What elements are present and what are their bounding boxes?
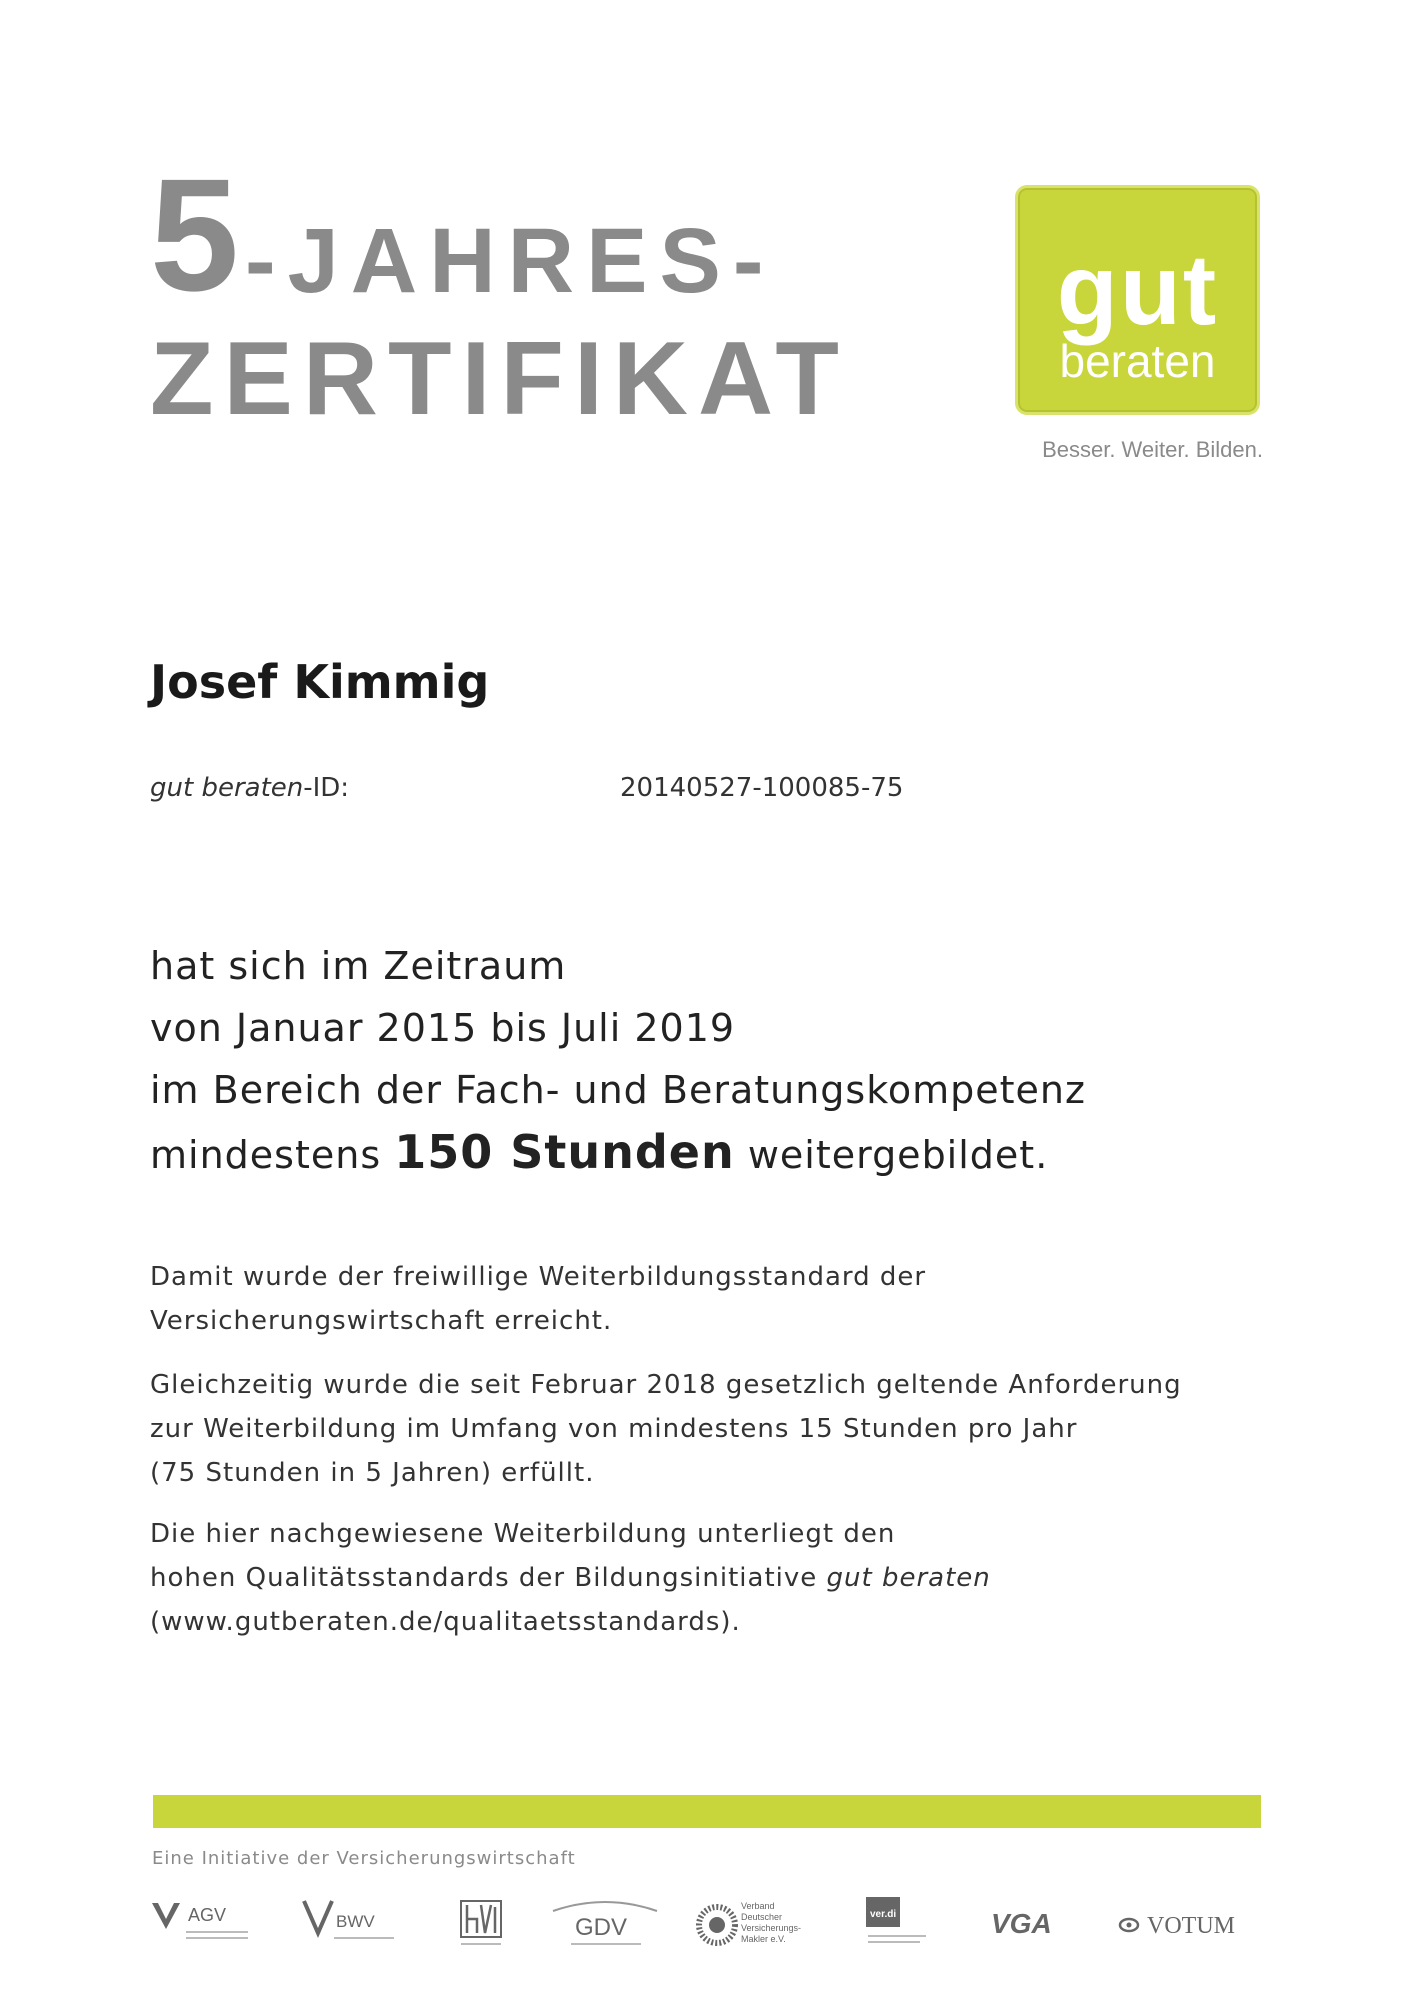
initiative-label: Eine Initiative der Versicherungswirtschaft [152, 1848, 576, 1869]
p3-line-2 [150, 1556, 991, 1600]
partner-logos [150, 1890, 1265, 1965]
agv-logo [150, 1890, 265, 1960]
footer-accent-bar [153, 1795, 1261, 1828]
gdv-text: GDV [575, 1914, 628, 1941]
gdv-logo [545, 1890, 665, 1960]
p3-line-2-prefix: hohen Qualitätsstandards der Bildungsinitiative [150, 1563, 827, 1593]
statement-hours: 150 Stunden [394, 1125, 735, 1179]
p1-line-1: Damit wurde der freiwillige Weiterbildungsstandard der [150, 1262, 927, 1292]
statement-line-3: im Bereich der Fach- und Beratungskompetenz [150, 1068, 1086, 1112]
id-label-suffix: -ID: [303, 773, 350, 803]
p2-line-2: zur Weiterbildung im Umfang von mindestens 15 Stunden pro Jahr [150, 1414, 1078, 1444]
vdvm-text-3: Versicherungs- [741, 1923, 802, 1933]
id-label [150, 773, 349, 803]
logo-tagline: Besser. Weiter. Bilden. [1042, 437, 1263, 462]
verdi-logo [860, 1890, 940, 1960]
certificate-title [150, 145, 849, 437]
verdi-text: ver.di [870, 1909, 897, 1920]
agv-mark-icon [150, 1895, 265, 1955]
p3-line-3: (www.gutberaten.de/qualitaetsstandards). [150, 1607, 741, 1637]
vga-text: VGA [991, 1908, 1052, 1939]
statement-line-1: hat sich im Zeitraum [150, 944, 567, 988]
paragraph-legal-requirement [150, 1363, 1182, 1495]
verdi-mark-icon [860, 1893, 940, 1957]
gdv-mark-icon [545, 1895, 665, 1955]
title-jahres: -JAHRES- [244, 210, 776, 312]
logo-word-gut: gut [1056, 234, 1219, 346]
id-label-brand: gut beraten [150, 773, 304, 803]
vdvm-text-2: Deutscher [741, 1912, 783, 1922]
statement-line-2: von Januar 2015 bis Juli 2019 [150, 1006, 736, 1050]
votum-text: VOTUM [1147, 1913, 1235, 1939]
recipient-name: Josef Kimmig [150, 655, 490, 709]
bvk-mark-icon [455, 1895, 515, 1955]
vdvm-logo [695, 1890, 825, 1960]
vdvm-text-4: Makler e.V. [741, 1934, 786, 1944]
title-line-1 [150, 145, 849, 324]
vdvm-mark-icon [695, 1893, 825, 1957]
statement-line-4-suffix: weitergebildet. [734, 1133, 1049, 1177]
bwv-logo [300, 1890, 410, 1960]
agv-text: AGV [188, 1905, 227, 1925]
vdvm-text-1: Verband [741, 1901, 775, 1911]
title-number: 5 [150, 145, 239, 324]
logo-word-beraten: beraten [1059, 335, 1216, 387]
votum-logo [1115, 1890, 1260, 1960]
id-value: 20140527-100085-75 [620, 773, 904, 803]
p2-line-1: Gleichzeitig wurde die seit Februar 2018 gesetzlich geltende Anforderung [150, 1370, 1182, 1400]
bvk-logo [455, 1890, 515, 1960]
bwv-mark-icon [300, 1895, 410, 1955]
paragraph-standard [150, 1255, 926, 1343]
p2-line-3: (75 Stunden in 5 Jahren) erfüllt. [150, 1458, 595, 1488]
p3-line-1: Die hier nachgewiesene Weiterbildung unterliegt den [150, 1519, 896, 1549]
votum-mark-icon [1115, 1895, 1260, 1955]
vga-mark-icon [985, 1895, 1075, 1955]
statement-line-4 [150, 1121, 1086, 1186]
gut-beraten-logo [1015, 185, 1260, 415]
vga-logo [985, 1890, 1075, 1960]
p3-brand: gut beraten [826, 1563, 991, 1593]
p1-line-2: Versicherungswirtschaft erreicht. [150, 1306, 613, 1336]
paragraph-quality [150, 1512, 991, 1644]
statement-line-4-prefix: mindestens [150, 1133, 395, 1177]
bwv-text: BWV [336, 1912, 375, 1931]
title-line-2: ZERTIFIKAT [150, 321, 849, 437]
main-statement [150, 935, 1086, 1186]
